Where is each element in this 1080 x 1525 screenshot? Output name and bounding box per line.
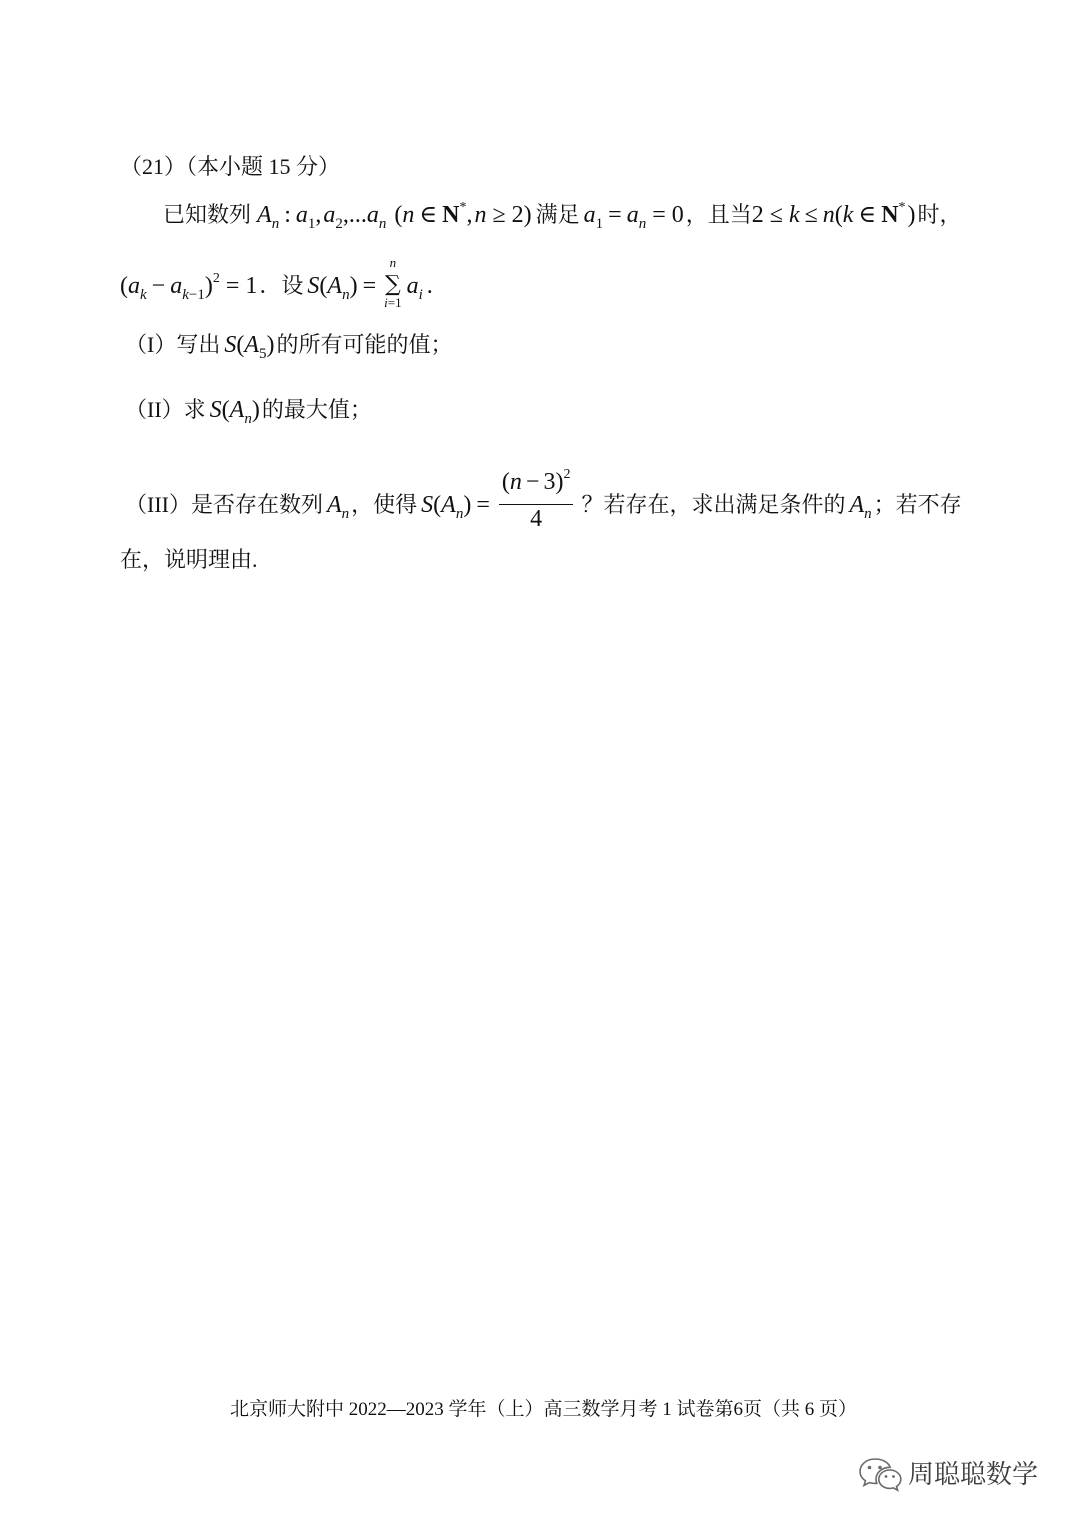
subscript: n xyxy=(244,411,252,427)
math-operator: ≤ xyxy=(804,202,818,228)
math-variable: A xyxy=(326,492,342,518)
math-operator: : xyxy=(284,202,291,228)
math-operator: ∈ xyxy=(858,202,877,228)
summation-lower-limit xyxy=(384,297,401,313)
math-variable: a xyxy=(128,273,140,299)
subscript: 2 xyxy=(335,216,343,232)
problem-header xyxy=(120,152,340,182)
math-variable: n xyxy=(474,202,487,228)
math-variable: A xyxy=(849,492,865,518)
math-variable: a xyxy=(295,202,308,228)
subscript: n xyxy=(341,506,350,522)
text-run: ．设 xyxy=(259,273,304,298)
math-operator: ) xyxy=(251,397,260,423)
math-operator: = 1 xyxy=(225,273,258,299)
math-variable: a xyxy=(626,202,639,228)
subscript: 1 xyxy=(595,216,604,232)
subscript: n xyxy=(455,506,464,522)
math-operator: ,... xyxy=(342,202,367,228)
problem-number: （21）（本小题 15 分） xyxy=(120,154,341,179)
question-part-1 xyxy=(125,330,453,363)
text-run: 的最大值； xyxy=(261,397,372,422)
summation-upper-limit xyxy=(384,257,401,273)
stem-line-2 xyxy=(120,257,433,313)
question-part-3-continued xyxy=(120,545,258,575)
math-variable: n xyxy=(389,255,397,270)
stem-line-1 xyxy=(163,200,962,234)
math-operator: ( xyxy=(120,273,128,299)
math-variable: A xyxy=(244,332,259,358)
text-run: （II）求 xyxy=(125,397,206,422)
text-run: 满足 xyxy=(535,202,580,227)
math-variable: a xyxy=(170,273,183,299)
fraction xyxy=(499,468,574,540)
summation-sign: ∑ xyxy=(385,272,401,297)
math-operator: ≥ 2) xyxy=(492,202,532,228)
subscript: n xyxy=(864,506,872,522)
math-variable: a xyxy=(323,202,336,228)
summation xyxy=(384,257,401,313)
text-run: ，使得 xyxy=(351,492,418,517)
subscript: n xyxy=(378,216,387,232)
subscript: −1 xyxy=(188,287,205,303)
text-run: （I）写出 xyxy=(125,332,221,357)
math-operator: ) xyxy=(266,332,275,358)
footer-text: 北京师大附中 2022—2023 学年（上）高三数学月考 1 试卷第6页（共 6 页） xyxy=(230,1399,858,1420)
math-operator: ) xyxy=(349,273,358,299)
math-operator: ) xyxy=(463,492,472,518)
question-part-2 xyxy=(125,395,372,428)
math-operator: ( xyxy=(834,202,843,228)
math-variable: A xyxy=(229,397,245,423)
math-variable: S xyxy=(307,273,320,299)
math-operator: ( xyxy=(394,202,403,228)
subscript: n xyxy=(638,216,647,232)
question-part-3 xyxy=(125,468,962,540)
math-variable: a xyxy=(366,202,379,228)
math-operator: = xyxy=(362,273,377,299)
math-operator: =1 xyxy=(387,295,402,310)
math-variable: a xyxy=(583,202,596,228)
math-operator: ( xyxy=(501,469,510,495)
subscript: k xyxy=(140,287,147,303)
subscript: k xyxy=(182,287,189,303)
math-variable: a xyxy=(406,273,419,299)
math-variable: S xyxy=(421,492,434,518)
subscript: n xyxy=(342,287,350,303)
math-variable: k xyxy=(788,202,800,228)
superscript: 2 xyxy=(212,271,220,286)
math-operator: = xyxy=(608,202,622,228)
subscript: i xyxy=(418,287,423,303)
watermark-text: 周聪聪数学 xyxy=(908,1460,1039,1490)
math-operator: . xyxy=(426,273,433,299)
fraction-numerator xyxy=(499,468,574,505)
math-operator: − xyxy=(525,469,540,495)
page-footer xyxy=(230,1397,857,1423)
text-run: 在，说明理由. xyxy=(120,547,258,572)
math-operator: ( xyxy=(319,273,328,299)
math-operator: ) xyxy=(204,273,213,299)
math-operator: − xyxy=(151,273,166,299)
math-operator: ( xyxy=(236,332,245,358)
math-variable: n xyxy=(822,202,835,228)
fraction-denominator xyxy=(499,505,574,540)
math-variable: i xyxy=(384,295,388,310)
math-variable: n xyxy=(509,469,522,495)
math-operator: ( xyxy=(433,492,442,518)
subscript: 5 xyxy=(259,346,267,362)
math-variable: S xyxy=(224,332,237,358)
math-number: 3) xyxy=(543,469,564,495)
math-number: 4 xyxy=(530,506,543,532)
math-variable: S xyxy=(209,397,222,423)
math-operator: ) xyxy=(907,202,916,228)
math-variable: A xyxy=(327,273,343,299)
text-run: 已知数列 xyxy=(163,202,252,227)
superscript: * xyxy=(898,200,906,215)
text-run: 时， xyxy=(917,202,962,227)
math-variable: A xyxy=(257,202,272,228)
math-variable: k xyxy=(842,202,854,228)
math-operator: , xyxy=(466,202,473,228)
text-run: （III）是否存在数列 xyxy=(125,492,323,517)
math-operator: ( xyxy=(221,397,230,423)
text-run: 的所有可能的值； xyxy=(276,332,453,357)
math-set-symbol: N xyxy=(442,202,460,228)
math-operator: ∈ xyxy=(419,202,438,228)
math-variable: n xyxy=(402,202,415,228)
text-run: ？若存在，求出满足条件的 xyxy=(581,492,846,517)
subscript: n xyxy=(271,216,280,232)
math-operator: 2 ≤ xyxy=(751,202,783,228)
math-set-symbol: N xyxy=(881,202,899,228)
watermark xyxy=(858,1455,1038,1495)
text-run: ；若不存 xyxy=(873,492,962,517)
text-run: ，且当 xyxy=(685,202,752,227)
wechat-icon xyxy=(858,1456,902,1494)
superscript: 2 xyxy=(563,467,571,482)
subscript: 1 xyxy=(307,216,316,232)
math-operator: , xyxy=(315,202,322,228)
math-variable: A xyxy=(441,492,456,518)
math-operator: = 0 xyxy=(652,202,684,228)
superscript: * xyxy=(459,200,467,215)
math-operator: = xyxy=(476,492,490,518)
